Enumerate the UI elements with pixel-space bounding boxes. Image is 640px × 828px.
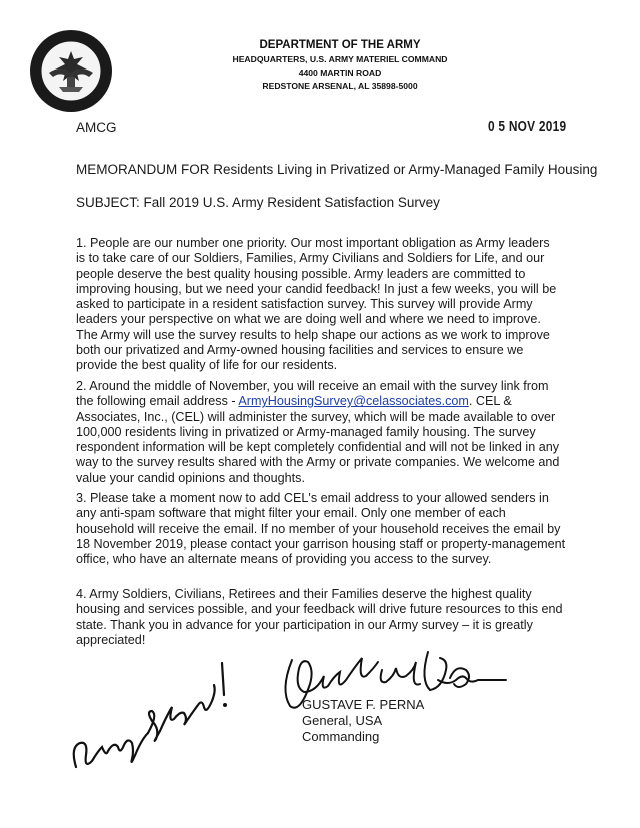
street-address: 4400 MARTIN ROAD xyxy=(298,67,382,78)
army-strong-handwriting xyxy=(62,655,242,785)
email-trail-text: . CEL & xyxy=(468,394,512,409)
paragraph-line xyxy=(76,394,596,409)
paragraph-line: provide the best quality of life for our residents. xyxy=(76,358,338,373)
paragraph-line: way to the survey results shared with the Army or private companies. We welcome and xyxy=(76,455,560,470)
paragraph-line: value your candid opinions and thoughts. xyxy=(76,470,305,485)
office-symbol: AMCG xyxy=(76,120,117,135)
paragraph-line: 100,000 residents living in privatized or Army-managed family housing. The survey xyxy=(76,424,536,439)
paragraph-line: asked to participate in a resident satisfaction survey. This survey will provide Army xyxy=(76,297,533,312)
paragraph-line: respondent information will be kept completely confidential and will not be linked in any xyxy=(76,440,560,455)
paragraph-line: appreciated! xyxy=(76,632,146,647)
paragraph-line: 3. Please take a moment now to add CEL's email address to your allowed senders in xyxy=(76,491,549,505)
paragraph-line: office, who have an alternate means of providing you access to the survey. xyxy=(76,552,492,567)
paragraph-line: housing and services possible, and your feedback will drive future resources to this end xyxy=(76,602,563,617)
signer-rank: General, USA xyxy=(302,713,383,728)
paragraph-line: both our privatized and Army-owned housing facilities and services to ensure we xyxy=(76,343,524,358)
city-address: REDSTONE ARSENAL, AL 35898-5000 xyxy=(262,81,418,91)
subject-line: SUBJECT: Fall 2019 U.S. Army Resident Satisfaction Survey xyxy=(76,195,440,210)
letterhead xyxy=(130,38,550,94)
paragraph-line: people deserve the best quality housing possible. Army leaders are committed to xyxy=(76,266,526,281)
headquarters-name: HEADQUARTERS, U.S. ARMY MATERIEL COMMAND xyxy=(232,54,448,64)
paragraph-line: state. Thank you in advance for your participation in our Army survey – it is greatly xyxy=(76,617,533,632)
paragraph-line: leaders your perspective on what we are doing well and where we need to improve. xyxy=(76,312,541,327)
paragraph-3 xyxy=(76,491,596,567)
paragraph-line: 18 November 2019, please contact your garrison housing staff or property-management xyxy=(76,536,566,551)
paragraph-line: 2. Around the middle of November, you will receive an email with the survey link from xyxy=(76,379,549,393)
paragraph-line: improving housing, but we need your candid feedback! In just a few weeks, you will be xyxy=(76,281,557,296)
email-lead-text: the following email address - xyxy=(76,394,239,409)
paragraph-line: 4. Army Soldiers, Civilians, Retirees and their Families deserve the highest quality xyxy=(76,587,532,601)
signature-block xyxy=(302,697,424,745)
paragraph-line: Associates, Inc., (CEL) will administer the survey, which will be made available to over xyxy=(76,409,556,424)
paragraph-2 xyxy=(76,379,596,486)
signer-name: GUSTAVE F. PERNA xyxy=(302,697,425,712)
dod-seal-icon xyxy=(29,29,113,113)
paragraph-line: any anti-spam software that might filter your email. Only one member of each xyxy=(76,506,506,521)
memo-for-line: MEMORANDUM FOR Residents Living in Privatized or Army-Managed Family Housing xyxy=(76,162,598,177)
survey-email-link[interactable]: ArmyHousingSurvey@celassociates.com xyxy=(238,394,469,409)
department-name: DEPARTMENT OF THE ARMY xyxy=(259,39,421,51)
memo-date: 0 5 NOV 2019 xyxy=(488,119,567,135)
paragraph-4 xyxy=(76,587,596,648)
paragraph-line: is to take care of our Soldiers, Families, Army Civilians and Soldiers for Life, and our xyxy=(76,251,545,266)
paragraph-line: household will receive the email. If no member of your household receives the email by xyxy=(76,521,561,536)
paragraph-line: The Army will use the survey results to help shape our actions as we work to improve xyxy=(76,327,550,342)
signer-title: Commanding xyxy=(302,729,380,744)
paragraph-line: 1. People are our number one priority. Our most important obligation as Army leaders xyxy=(76,236,550,250)
paragraph-1 xyxy=(76,236,596,374)
